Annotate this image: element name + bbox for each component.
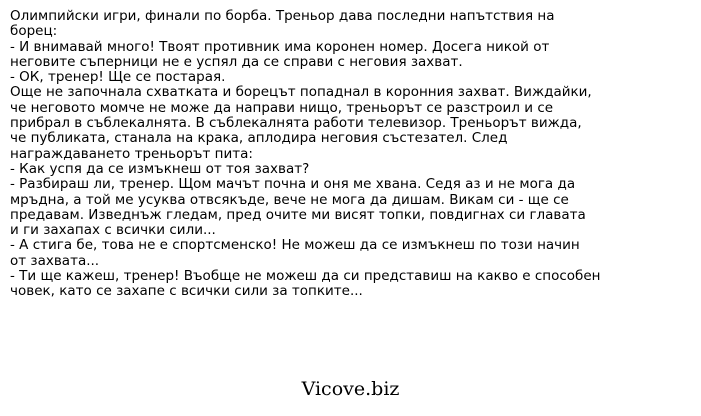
joke-line: - ОК, тренер! Ще се постарая. <box>10 69 226 86</box>
joke-line: - И внимавай много! Твоят противник има коронен номер. Досега никой от <box>10 38 550 55</box>
joke-line: Олимпийски игри, финали по борба. Треньор дава последни напътствия на <box>10 8 555 24</box>
joke-line: борец: <box>10 23 58 40</box>
joke-line: предавам. Изведнъж гледам, пред очите ми висят топки, повдигнах си главата <box>10 206 586 223</box>
joke-line: - Разбираш ли, тренер. Щом мачът почна и оня ме хвана. Седя аз и не мога да <box>10 176 576 193</box>
joke-line: и ги захапах с всички сили... <box>10 222 216 239</box>
joke-line: - А стига бе, това не е спортсменско! Не можеш да се измъкнеш по този начин <box>10 237 580 254</box>
joke-line: Още не започнала схватката и борецът попаднал в коронния захват. Виждайки, <box>10 84 592 101</box>
joke-line: неговите съперници не е успял да се справи с неговия захват. <box>10 53 463 70</box>
joke-line: че неговото момче не може да направи нищо, треньорът се разстроил и се <box>10 99 554 116</box>
joke-line: - Как успя да се измъкнеш от тоя захват? <box>10 160 310 177</box>
joke-line: награждаването треньорът пита: <box>10 145 253 162</box>
joke-line: от захвата... <box>10 252 100 269</box>
joke-line: че публиката, станала на крака, аплодира неговия състезател. След <box>10 130 508 147</box>
joke-line: мръдна, а той ме усуква отвсякъде, вече не мога да дишам. Викам си - ще се <box>10 191 569 208</box>
joke-text <box>10 9 695 300</box>
joke-line: прибрал в съблекалнята. В съблекалнята работи телевизор. Треньорът вижда, <box>10 115 582 132</box>
site-footer: Vicove.biz <box>301 378 400 400</box>
joke-line: човек, като се захапе с всички сили за топките... <box>10 283 363 300</box>
joke-line: - Ти ще кажеш, тренер! Въобще не можеш да си представиш на какво е способен <box>10 268 601 285</box>
